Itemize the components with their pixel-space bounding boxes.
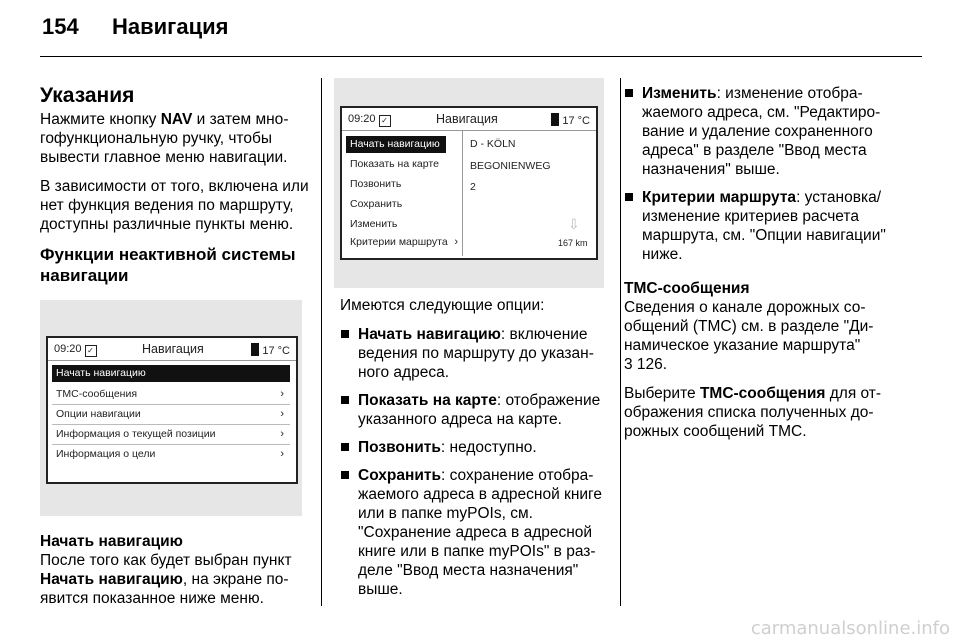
list-item: Позвонить: недоступно. bbox=[340, 438, 610, 457]
display-frame bbox=[46, 336, 298, 484]
list-item: Сохранить: сохранение отображаемого адреса в адресной книге или в папке myPOIs, см. "Сохранение адреса в адресной книге или в папке myPOIs" в разделе "Ввод места назначения" выше. bbox=[340, 466, 610, 599]
screenshot-route-menu bbox=[334, 78, 604, 288]
subsection-heading: Функции неактивной системы навигации bbox=[40, 245, 296, 285]
status-bar bbox=[342, 108, 596, 131]
page-reference: 3 126. bbox=[624, 356, 668, 373]
list-item: Критерии маршрута: установка/ изменение критериев расчета маршрута, см. "Опции навигации" ниже. bbox=[624, 188, 914, 264]
clock-text: 09:20 bbox=[348, 113, 376, 125]
header-rule bbox=[40, 56, 922, 57]
list-item: Изменить: изменение отображаемого адреса, см. "Редактирование и удаление сохраненного адреса" в разделе "Ввод места назначения" выше. bbox=[624, 84, 914, 179]
menu-item-current-position[interactable]: Информация о текущей позиции › bbox=[52, 426, 290, 443]
menu-item-tmc[interactable]: TMC-сообщения › bbox=[52, 386, 290, 403]
menu-item-save[interactable]: Сохранить bbox=[350, 198, 403, 210]
chevron-right-icon: › bbox=[454, 236, 458, 248]
list-item: Начать навигацию: включение ведения по маршруту до указанного адреса. bbox=[340, 325, 610, 382]
chevron-right-icon: › bbox=[280, 408, 284, 420]
tmc-select-paragraph: Выберите TMC-сообщения для отображения списка полученных дорожных сообщений TMC. bbox=[624, 385, 882, 440]
column-1-bottom bbox=[40, 532, 315, 608]
arrow-down-icon: ⇩ bbox=[568, 216, 580, 232]
menu-availability-paragraph: В зависимости от того, включена или нет функция ведения по маршруту, доступны различные пункты меню. bbox=[40, 178, 309, 233]
start-navigation-paragraph: После того как будет выбран пункт Начать навигацию, на экране появится показанное ниже меню. bbox=[40, 552, 292, 607]
destination-city: D - KÖLN bbox=[470, 138, 516, 150]
menu-item-route-criteria[interactable]: Критерии маршрута › bbox=[346, 234, 458, 251]
list-item: Показать на карте: отображение указанного адреса на карте. bbox=[340, 391, 610, 429]
options-list bbox=[624, 84, 914, 264]
page-number: 154 bbox=[42, 14, 79, 39]
column-3 bbox=[624, 84, 914, 451]
menu-item-destination-info[interactable]: Информация о цели › bbox=[52, 446, 290, 463]
tmc-heading: TMC-сообщения bbox=[624, 280, 750, 297]
column-2 bbox=[340, 296, 610, 608]
thermometer-icon bbox=[551, 113, 559, 126]
section-heading: Указания bbox=[40, 84, 135, 107]
screenshot-main-menu bbox=[40, 300, 302, 516]
column-divider bbox=[620, 78, 621, 606]
status-bar bbox=[48, 338, 296, 361]
menu-item-start-navigation[interactable]: Начать навигацию bbox=[346, 136, 446, 153]
column-divider bbox=[321, 78, 322, 606]
destination-street: BEGONIENWEG bbox=[470, 160, 551, 172]
menu-item-edit[interactable]: Изменить bbox=[350, 218, 398, 230]
column-1 bbox=[40, 84, 310, 296]
clock-icon: ✓ bbox=[85, 345, 97, 357]
nav-key-label: NAV bbox=[160, 111, 193, 128]
chevron-right-icon: › bbox=[280, 448, 284, 460]
options-list bbox=[340, 325, 610, 599]
watermark: carmanualsonline.info bbox=[750, 618, 950, 639]
options-intro: Имеются следующие опции: bbox=[340, 297, 545, 314]
clock-icon: ✓ bbox=[379, 115, 391, 127]
thermometer-icon bbox=[251, 343, 259, 356]
display-frame bbox=[340, 106, 598, 260]
menu-item-call[interactable]: Позвонить bbox=[350, 178, 402, 190]
screen-title: Навигация bbox=[436, 112, 498, 126]
temperature-text: 17 °C bbox=[262, 345, 290, 357]
distance-text: 167 km bbox=[558, 238, 588, 248]
tmc-paragraph: Сведения о канале дорожных сообщений (TMC) см. в разделе "Динамическое указание маршрута" 3 126. bbox=[624, 299, 874, 373]
chevron-right-icon: › bbox=[280, 428, 284, 440]
screen-title: Навигация bbox=[142, 342, 204, 356]
intro-paragraph: Нажмите кнопку NAV и затем многофункциональную ручку, чтобы вывести главное меню навигации. bbox=[40, 111, 289, 166]
page-title: Навигация bbox=[112, 14, 229, 39]
temperature-text: 17 °C bbox=[562, 115, 590, 127]
menu-item-start-navigation[interactable]: Начать навигацию bbox=[52, 365, 290, 382]
menu-item-show-on-map[interactable]: Показать на карте bbox=[350, 158, 439, 170]
menu-item-nav-options[interactable]: Опции навигации › bbox=[52, 406, 290, 423]
start-navigation-heading: Начать навигацию bbox=[40, 533, 183, 550]
chevron-right-icon: › bbox=[280, 388, 284, 400]
destination-house-number: 2 bbox=[470, 181, 476, 193]
clock-text: 09:20 bbox=[54, 343, 82, 355]
